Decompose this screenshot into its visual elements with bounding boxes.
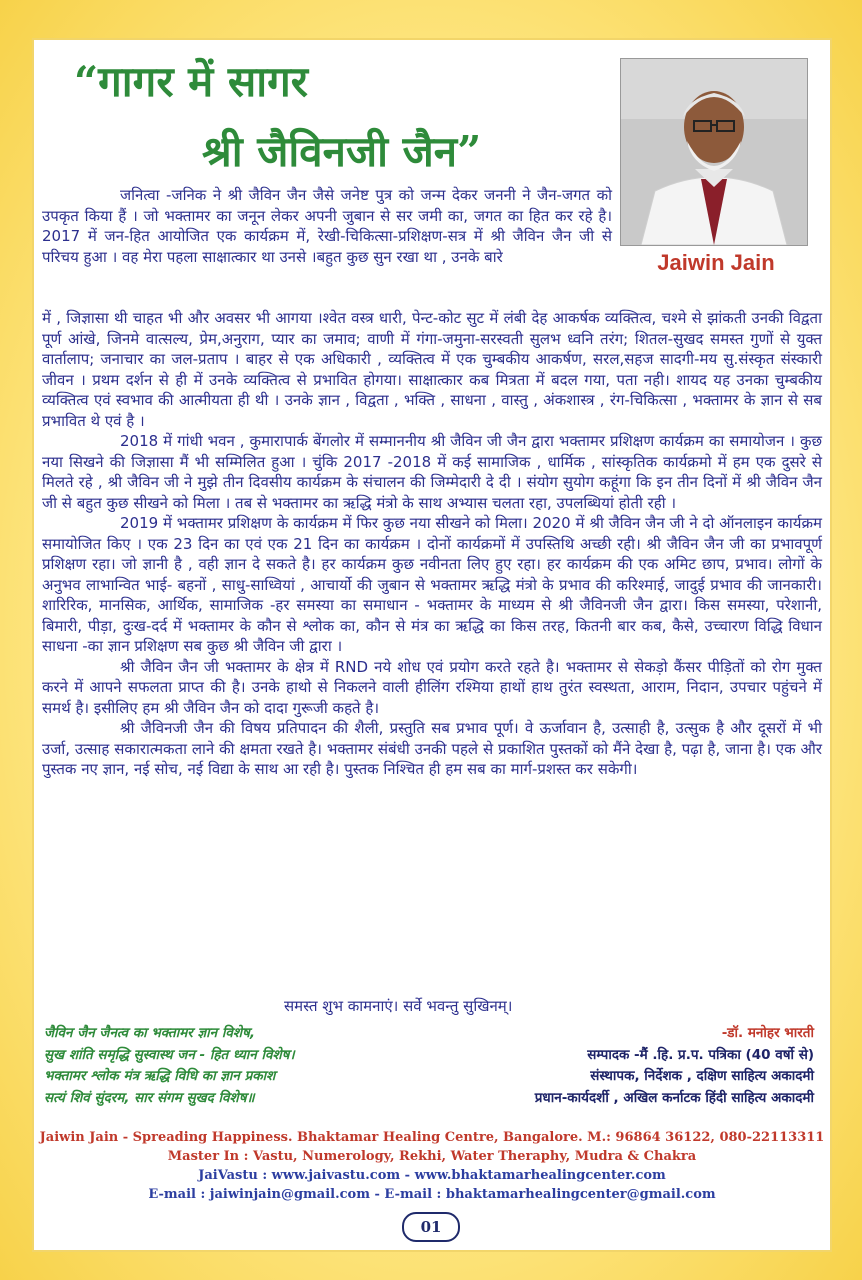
article-body [42, 308, 822, 780]
article-intro [42, 185, 612, 267]
portrait-photo [620, 58, 808, 246]
footer-contact: Jaiwin Jain - Spreading Happiness. Bhaktamar Healing Centre, Bangalore. M.: 96864 36122, 080-22113311 [39, 1130, 825, 1145]
title-line-2: श्री जैविनजी जैन” [202, 127, 482, 176]
paragraph-2: 2018 में गांधी भवन , कुमारापार्क बेंगलोर में सम्माननीय श्री जैविन जी जैन द्वारा भक्तामर प्रशिक्षण कार्यक्रम का समायोजन । कुछ नया सिखने की जिज्ञासा मैं भी सम्मिलित हुआ । चुंकि 2017 -2018 में कई सामाजिक , धार्मिक , सांस्कृतिक कार्यक्रमो में हम एक दुसरे से मिलते रहे , श्री जैविन जी ने मुझे तीन दिवसीय कार्यक्रम के संचालन की जिम्मेदारी दे दी । संयोग सुयोग कहूंगा कि इन तीन दिनों में श्री जैविन जैन जी से बहुत कुछ सीखने को मिला । तब से भक्तामर का ऋद्धि मंत्रो के साथ अभ्यास चलता रहा, उपलब्धियां होती रही । [42, 432, 822, 512]
paragraph-1: में , जिज्ञासा थी चाहत भी और अवसर भी आगया ।श्वेत वस्त्र धारी, पेन्ट-कोट सुट में लंबी देह आकर्षक व्यक्तित्व, चश्मे से झांकती उनकी विद्वता पूर्ण आंखे, जिनमे वात्सल्य, प्रेम,अनुराग, प्यार का जमाव; वाणी में गंगा-जमुना-सरस्वती सुलभ ध्वनि तरंग; शितल-सुखद समस्त गुणों से युक्त वार्तालाप; जनाचार का जल-प्रताप । बाहर से एक अधिकारी , व्यक्तित्व में एक चुम्बकीय आकर्षण, सरल,सहज सादगी-मय सु.संस्कृत संस्कारी जीवन । प्रथम दर्शन से ही में उनके व्यक्तित्व से प्रभावित होगया। साक्षात्कार कब मित्रता में बदल गया, पता नही। शायद यह उनका चुम्बकीय व्यक्तित्व एवं स्वभाव की आत्मीयता ही थी । उनके ज्ञान , विद्वता , भक्ति , साधना , वास्तु , अंकशास्त्र , रंग-चिकित्सा , भक्तामर के ज्ञान से सब प्रभावित थे एवं है । [42, 309, 822, 430]
signature-block [394, 1023, 814, 1109]
author-name: -डॉ. मनोहर भारती [721, 1025, 814, 1041]
author-title-2: संस्थापक, निर्देशक , दक्षिण साहित्य अकादमी [590, 1068, 814, 1084]
title-line-1: “गागर में सागर [74, 57, 308, 106]
page-number: 01 [402, 1212, 460, 1242]
paragraph-3: 2019 में भक्तामर प्रशिक्षण के कार्यक्रम में फिर कुछ नया सीखने को मिला। 2020 में श्री जैविन जैन जी ने दो ऑनलाइन कार्यक्रम समायोजित किए । एक 23 दिन का एवं एक 21 दिन का कार्यक्रम । दोनों कार्यक्रमों में उपस्तिथि अच्छी रही। श्री जैविन जैन जी का प्रभावपूर्ण प्रशिक्षण रहा। जो ज्ञानी है , वही ज्ञान दे सकते है। हर कार्यक्रम कुछ नवीनता लिए हुए रहा। हर कार्यक्रम की एक अमिट छाप, प्रभाव। लोगों के अनुभव लाभान्वित भाई- बहनों , साधु-साध्वियां , आचार्यो की जुबान से भक्तामर ऋद्धि मंत्रो के प्रभाव की करिश्माई, जादुई प्रभाव की जानकारी। शारिरिक, मानसिक, आर्थिक, सामाजिक -हर समस्या का समाधान - भक्तामर के माध्यम से श्री जैविनजी जैन द्वारा। किस समस्या, परेशानी, बिमारी, पीड़ा, दुःख-दर्द में भक्तामर के कौन से श्लोक का, कौन से मंत्र का ऋद्धि का किस तरह, कितनी बार कब, कैसे, उच्चारण विद्धि विधान साधना -का ज्ञान प्रशिक्षण सब कुछ श्री जैविन जी द्वारा । [42, 514, 822, 655]
photo-caption: Jaiwin Jain [657, 250, 775, 275]
poem-line: सत्यं शिवं सुंदरम, सार संगम सुखद विशेष॥ [44, 1089, 255, 1106]
poem-line: सुख शांति समृद्धि सुस्वास्थ जन - हित ध्यान विशेष। [44, 1046, 295, 1063]
paragraph-intro: जनित्वा -जनिक ने श्री जैविन जैन जैसे जनेष्ट पुत्र को जन्म देकर जननी ने जैन-जगत को उपकृत किया हैं । जो भक्तामर का जनून लेकर अपनी जुबान से सर जमी का, जगत का हित कर रहे है। 2017 में जन-हित आयोजित एक कार्यक्रम में, रेखी-चिकित्सा-प्रशिक्षण-सत्र में श्री जैविन जैन जी से परिचय हुआ । वह मेरा पहला साक्षात्कार था उनसे ।बहुत कुछ सुन रखा था , उनके बारे [42, 186, 612, 266]
magazine-page [34, 40, 830, 1250]
paragraph-5: श्री जैविनजी जैन की विषय प्रतिपादन की शैली, प्रस्तुति सब प्रभाव पूर्ण। वे ऊर्जावान है, उत्साही है, उत्सुक है और दूसरों में भी उर्जा, उत्साह सकारात्मकता लाने की क्षमता रखते है। भक्तामर संबंधी उनकी पहले से प्रकाशित पुस्तकों को मैंने देखा है, पढ़ा है, जाना है। एक और पुस्तक नए ज्ञान, नई सोच, नई विद्या के साथ आ रही है। पुस्तक निश्चित ही हम सब का मार्ग-प्रशस्त कर सकेगी। [42, 719, 822, 778]
poem-line: भक्तामर श्लोक मंत्र ऋद्धि विधि का ज्ञान प्रकाश [44, 1068, 276, 1084]
footer-expertise: Master In : Vastu, Numerology, Rekhi, Water Theraphy, Mudra & Chakra [167, 1149, 697, 1164]
paragraph-4: श्री जैविन जैन जी भक्तामर के क्षेत्र में RND नये शोध एवं प्रयोग करते रहते है। भक्तामर से सेकड़ो कैंसर पीड़ितों को रोग मुक्त करने में आपने सफलता प्राप्त की है। उनके हाथो से निकलने वाली हीलिंग रश्मिया हाथों हाथ तुरंत स्वस्थता, आराम, निदान, उपचार पहुंचने में समर्थ है। इसीलिए हम श्री जैविन जैन को दादा गुरूजी कहते है। [42, 657, 822, 717]
footer-emails: E-mail : jaiwinjain@gmail.com - E-mail : bhaktamarhealingcenter@gmail.com [148, 1187, 716, 1202]
footer-websites: JaiVastu : www.jaivastu.com - www.bhaktamarhealingcenter.com [198, 1168, 666, 1183]
author-title-1: सम्पादक -मैं .हि. प्र.प. पत्रिका (40 वर्षो से) [587, 1046, 814, 1063]
poem-line: जैविन जैन जैनत्व का भक्तामर ज्ञान विशेष, [44, 1025, 255, 1041]
person-portrait-icon [621, 59, 807, 245]
author-title-3: प्रधान-कार्यदर्शी , अखिल कर्नाटक हिंदी साहित्य अकादमी [534, 1089, 814, 1106]
footer [34, 1128, 830, 1204]
poem-block [44, 1023, 424, 1109]
closing-wishes: समस्त शुभ कामनाएं। सर्वे भवन्तु सुखिनम्। [284, 997, 513, 1015]
